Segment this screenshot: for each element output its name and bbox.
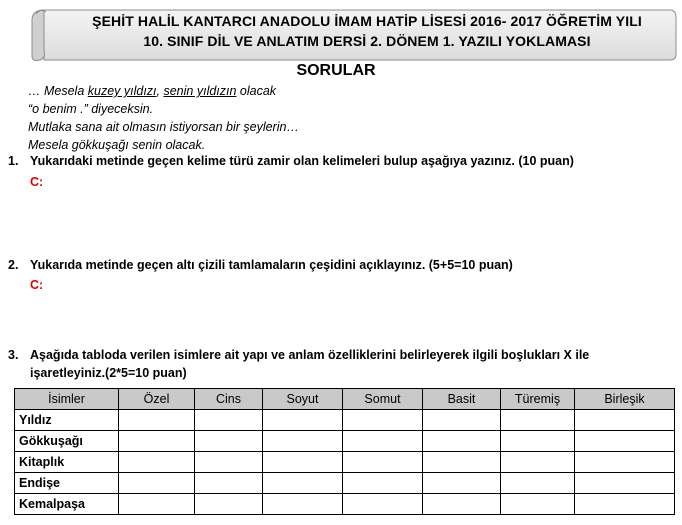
answer-cell[interactable] — [195, 431, 263, 452]
answer-label-1: C: — [30, 175, 44, 189]
answer-cell[interactable] — [423, 473, 501, 494]
answer-cell[interactable] — [423, 410, 501, 431]
answer-cell[interactable] — [263, 431, 343, 452]
column-header: İsimler — [15, 389, 119, 410]
answer-cell[interactable] — [501, 494, 575, 515]
column-header: Türemiş — [501, 389, 575, 410]
answer-cell[interactable] — [119, 452, 195, 473]
row-label: Kemalpaşa — [15, 494, 119, 515]
table-row — [15, 410, 675, 431]
poem-text — [28, 82, 299, 154]
table-header-row — [15, 389, 675, 410]
answer-cell[interactable] — [263, 452, 343, 473]
answer-cell[interactable] — [119, 410, 195, 431]
answer-cell[interactable] — [575, 431, 675, 452]
column-header: Somut — [343, 389, 423, 410]
section-title: SORULAR — [296, 62, 376, 79]
column-header: Basit — [423, 389, 501, 410]
question-2 — [8, 256, 513, 274]
answer-label-2: C: — [30, 278, 44, 292]
poem-line-4: Mesela gökkuşağı senin olacak. — [28, 138, 206, 152]
answer-cell[interactable] — [195, 473, 263, 494]
answer-cell[interactable] — [575, 494, 675, 515]
question-number: 1. — [8, 154, 19, 168]
answer-cell[interactable] — [423, 431, 501, 452]
answer-cell[interactable] — [343, 473, 423, 494]
answer-cell[interactable] — [195, 410, 263, 431]
table-row — [15, 494, 675, 515]
answer-cell[interactable] — [119, 431, 195, 452]
row-label: Kitaplık — [15, 452, 119, 473]
question-text: Yukarıda metinde geçen altı çizili tamlamaların çeşidini açıklayınız. (5+5=10 puan) — [30, 258, 513, 272]
answer-cell[interactable] — [575, 473, 675, 494]
header-line-2: 10. SINIF DİL VE ANLATIM DERSİ 2. DÖNEM 1. YAZILI YOKLAMASI — [143, 33, 591, 49]
answer-cell[interactable] — [501, 431, 575, 452]
answer-cell[interactable] — [501, 473, 575, 494]
question-text: Yukarıdaki metinde geçen kelime türü zamir olan kelimeleri bulup aşağıya yazınız. (10 puan) — [30, 154, 574, 168]
question-1 — [8, 152, 574, 170]
answer-cell[interactable] — [119, 494, 195, 515]
answer-cell[interactable] — [343, 410, 423, 431]
column-header: Cins — [195, 389, 263, 410]
question-text: Aşağıda tabloda verilen isimlere ait yapı ve anlam özelliklerini belirleyerek ilgili boşlukları X ile — [30, 348, 590, 362]
column-header: Birleşik — [575, 389, 675, 410]
question-text-cont: işaretleyiniz.(2*5=10 puan) — [30, 366, 187, 380]
question-3 — [8, 346, 589, 382]
title-banner — [30, 4, 678, 62]
poem-line-1-prefix: … Mesela — [28, 84, 88, 98]
answer-cell[interactable] — [501, 452, 575, 473]
answer-cell[interactable] — [195, 452, 263, 473]
poem-line-1 — [28, 82, 299, 100]
answer-cell[interactable] — [263, 410, 343, 431]
answer-cell[interactable] — [423, 452, 501, 473]
poem-line-1-mid: , — [156, 84, 164, 98]
answer-cell[interactable] — [119, 473, 195, 494]
answer-cell[interactable] — [343, 452, 423, 473]
answer-cell[interactable] — [263, 494, 343, 515]
row-label: Yıldız — [15, 410, 119, 431]
answer-cell[interactable] — [423, 494, 501, 515]
question-number: 2. — [8, 258, 19, 272]
underlined-phrase-2: senin yıldızın — [163, 84, 237, 98]
poem-line-2: “o benim .” diyeceksin. — [28, 102, 154, 116]
row-label: Gökkuşağı — [15, 431, 119, 452]
answer-cell[interactable] — [501, 410, 575, 431]
classification-table — [14, 388, 675, 515]
answer-cell[interactable] — [343, 431, 423, 452]
row-label: Endişe — [15, 473, 119, 494]
answer-cell[interactable] — [575, 452, 675, 473]
poem-line-3: Mutlaka sana ait olmasın istiyorsan bir şeylerin… — [28, 120, 299, 134]
poem-line-1-suffix: olacak — [236, 84, 277, 98]
table-row — [15, 452, 675, 473]
question-number: 3. — [8, 348, 19, 362]
table-row — [15, 431, 675, 452]
answer-cell[interactable] — [343, 494, 423, 515]
underlined-phrase-1: kuzey yıldızı — [87, 84, 157, 98]
header-line-1: ŞEHİT HALİL KANTARCI ANADOLU İMAM HATİP LİSESİ 2016- 2017 ÖĞRETİM YILI — [92, 13, 642, 29]
table-row — [15, 473, 675, 494]
answer-cell[interactable] — [195, 494, 263, 515]
column-header: Özel — [119, 389, 195, 410]
answer-cell[interactable] — [263, 473, 343, 494]
answer-cell[interactable] — [575, 410, 675, 431]
column-header: Soyut — [263, 389, 343, 410]
